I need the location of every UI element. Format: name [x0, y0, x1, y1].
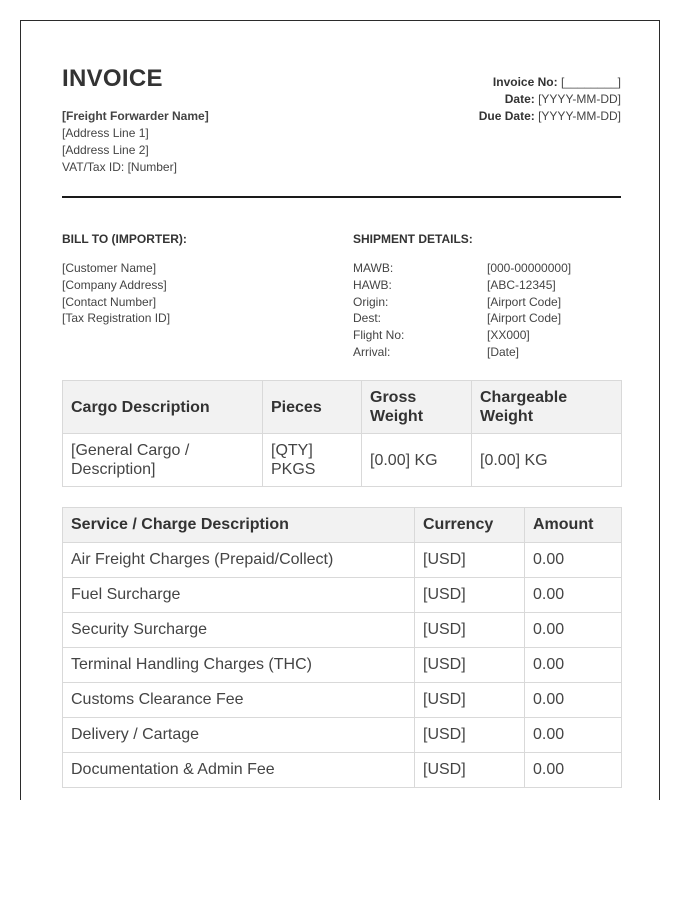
shipment-label: HAWB: [353, 277, 392, 292]
due-date-label: Due Date: [478, 109, 535, 123]
charge-description-cell: Fuel Surcharge [63, 578, 415, 613]
charge-description-cell: Customs Clearance Fee [63, 683, 415, 718]
contact-number: [Contact Number] [62, 294, 157, 309]
table-row [63, 543, 622, 578]
charge-amount-cell: 0.00 [525, 718, 622, 753]
invoice-date-value: [YYYY-MM-DD] [538, 92, 621, 106]
table-row [63, 683, 622, 718]
sender-block [62, 108, 209, 176]
charge-description-cell: Delivery / Cartage [63, 718, 415, 753]
charge-currency-cell: [USD] [415, 753, 525, 788]
bill-to-block [62, 260, 170, 327]
customer-name: [Customer Name] [62, 261, 157, 275]
shipment-row-origin [353, 294, 571, 311]
charge-amount-cell: 0.00 [525, 543, 622, 578]
charge-amount-cell: 0.00 [525, 578, 622, 613]
charge-description-cell: Air Freight Charges (Prepaid/Collect) [63, 543, 415, 578]
bill-to-heading: BILL TO (IMPORTER): [62, 232, 187, 246]
charge-currency-cell: [USD] [415, 578, 525, 613]
due-date-row [479, 108, 621, 125]
invoice-meta [479, 74, 621, 125]
company-address: [Company Address] [62, 277, 167, 292]
cargo-header-row [63, 381, 622, 434]
shipment-value: [Airport Code] [487, 311, 562, 326]
shipment-heading: SHIPMENT DETAILS: [353, 232, 473, 246]
table-row [63, 718, 622, 753]
charge-currency-cell: [USD] [415, 718, 525, 753]
charges-header-row [63, 508, 622, 543]
shipment-value: [Date] [487, 344, 520, 359]
due-date-value: [YYYY-MM-DD] [538, 109, 621, 123]
address-line-2: [Address Line 2] [62, 143, 149, 157]
charge-description-cell: Documentation & Admin Fee [63, 753, 415, 788]
charges-header-amount: Amount [525, 508, 622, 543]
shipment-row-dest [353, 310, 571, 327]
tax-registration-id: [Tax Registration ID] [62, 311, 171, 326]
shipment-value: [XX000] [487, 328, 530, 343]
shipment-label: Dest: [353, 311, 382, 326]
charge-amount-cell: 0.00 [525, 753, 622, 788]
cargo-chargeable-weight-cell: [0.00] KG [472, 434, 622, 487]
shipment-value: [Airport Code] [487, 294, 562, 309]
shipment-value: [000-00000000] [487, 261, 572, 275]
invoice-date-label: Date: [504, 92, 535, 106]
charges-header-currency: Currency [415, 508, 525, 543]
invoice-number-value: [________] [560, 75, 621, 89]
invoice-date-row [479, 91, 621, 108]
cargo-header-chargeable-weight: Chargeable Weight [472, 381, 622, 434]
cargo-gross-weight-cell: [0.00] KG [362, 434, 472, 487]
shipment-label: Arrival: [353, 344, 391, 359]
charge-currency-cell: [USD] [415, 613, 525, 648]
shipment-row-hawb [353, 277, 571, 294]
table-row [63, 434, 622, 487]
shipment-details [353, 260, 571, 361]
cargo-header-description: Cargo Description [63, 381, 263, 434]
charge-currency-cell: [USD] [415, 648, 525, 683]
shipment-row-mawb [353, 260, 571, 277]
vat-line: VAT/Tax ID: [Number] [62, 160, 177, 174]
shipment-value: [ABC-12345] [487, 277, 556, 292]
cargo-pieces-cell: [QTY] PKGS [263, 434, 362, 487]
cargo-description-cell: [General Cargo / Description] [63, 434, 263, 487]
cargo-header-pieces: Pieces [263, 381, 362, 434]
address-line-1: [Address Line 1] [62, 126, 149, 140]
table-row [63, 753, 622, 788]
charges-table [62, 507, 622, 788]
shipment-row-flight [353, 327, 571, 344]
cargo-header-gross-weight: Gross Weight [362, 381, 472, 434]
table-row [63, 648, 622, 683]
invoice-number-label: Invoice No: [492, 75, 558, 89]
shipment-label: MAWB: [353, 261, 394, 275]
charge-amount-cell: 0.00 [525, 648, 622, 683]
company-name: [Freight Forwarder Name] [62, 109, 209, 123]
charge-amount-cell: 0.00 [525, 683, 622, 718]
charge-description-cell: Terminal Handling Charges (THC) [63, 648, 415, 683]
header-divider [62, 196, 621, 198]
table-row [63, 613, 622, 648]
shipment-label: Origin: [353, 294, 389, 309]
invoice-title: INVOICE [62, 65, 163, 92]
charges-header-description: Service / Charge Description [63, 508, 415, 543]
cargo-table [62, 380, 622, 487]
charge-currency-cell: [USD] [415, 543, 525, 578]
charge-amount-cell: 0.00 [525, 613, 622, 648]
charge-description-cell: Security Surcharge [63, 613, 415, 648]
table-row [63, 578, 622, 613]
shipment-label: Flight No: [353, 328, 405, 343]
invoice-page [20, 20, 660, 800]
invoice-number-row [479, 74, 621, 91]
shipment-row-arrival [353, 344, 571, 361]
charge-currency-cell: [USD] [415, 683, 525, 718]
